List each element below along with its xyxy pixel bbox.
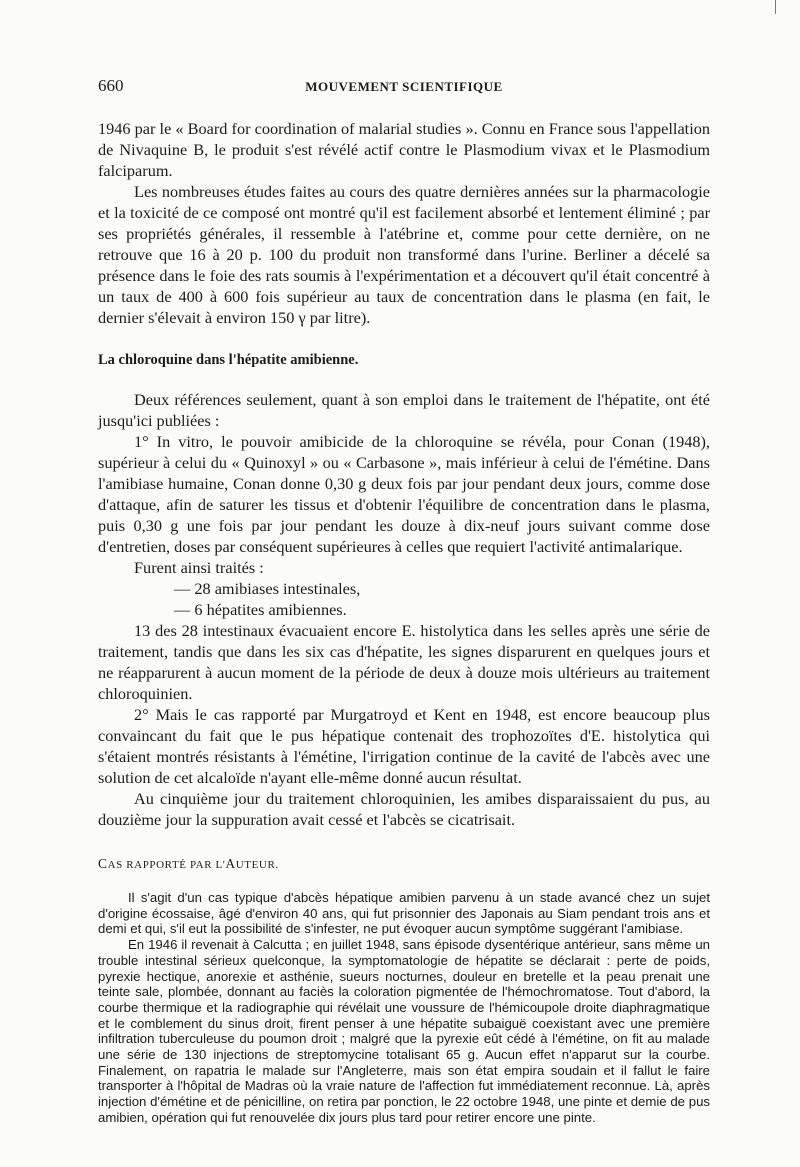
paragraph: Au cinquième jour du traitement chloroquinien, les amibes disparaissaient du pus, au douzième jour la suppuration avait cessé et l'abcès se cicatrisait. <box>98 789 710 829</box>
case-title-text: AS RAPPORTÉ PAR L' <box>107 859 226 871</box>
document-page <box>98 76 710 1126</box>
page-header <box>98 76 710 98</box>
paragraph: Furent ainsi traités : <box>134 558 264 577</box>
paragraph: Deux références seulement, quant à son emploi dans le traitement de l'hépatite, ont été jusqu'ici publiées : <box>98 390 710 430</box>
case-section-title <box>98 856 710 872</box>
running-head: MOUVEMENT SCIENTIFIQUE <box>305 79 503 94</box>
paragraph: 1946 par le « Board for coordination of malarial studies ». Connu en France sous l'appellation de Nivaquine B, le produit s'est révélé actif contre le Plasmodium vivax et le Plasmodium falciparum. <box>98 119 710 180</box>
case-title-initial: A <box>225 856 236 871</box>
paragraph: Les nombreuses études faites au cours des quatre dernières années sur la pharmacologie et la toxicité de ce composé ont montré qu'il est facilement absorbé et lentement éliminé ; par ses propriétés générales, il ressemble à l'atébrine et, comme pour cette dernière, on ne retrouve que 16 à 20 p. 100 du produit non transformé dans l'urine. Berliner a décelé sa présence dans le foie des rats soumis à l'expérimentation et a découvert qu'il était concentré à un taux de 400 à 600 fois supérieur au taux de concentration dans le plasma (en fait, le dernier s'élevait à environ 150 γ par litre). <box>98 182 710 327</box>
list-item: — 6 hépatites amibiennes. <box>174 600 347 619</box>
case-paragraph: Il s'agit d'un cas typique d'abcès hépatique amibien parvenu à un stade avancé chez un sujet d'origine écossaise, âgé d'environ 40 ans, qui fut prisonnier des Japonais au Siam pendant trois ans et demi et qui, s'il eut la possibilité de s'infester, ne put évoquer aucun symptôme suggérant l'amibiase. <box>98 890 710 937</box>
paragraph: 13 des 28 intestinaux évacuaient encore E. histolytica dans les selles après une série de traitement, tandis que dans les six cas d'hépatite, les signes disparurent en quelques jours et ne réapparurent à aucun moment de la période de deux à douze mois ultérieurs au traitement chloroquinien. <box>98 621 710 703</box>
paragraph: 1° In vitro, le pouvoir amibicide de la chloroquine se révéla, pour Conan (1948), supérieur à celui du « Quinoxyl » ou « Carbasone », mais inférieur à celui de l'émétine. Dans l'amibiase humaine, Conan donne 0,30 g deux fois par jour pendant deux jours, comme dose d'attaque, afin de saturer les tissus et d'obtenir l'équilibre de concentration dans le plasma, puis 0,30 g une fois par jour pendant les douze à dix-neuf jours suivant comme dose d'entretien, doses par conséquent supérieures à celles que requiert l'activité antimalarique. <box>98 432 710 556</box>
page-number: 660 <box>98 76 124 95</box>
paragraph: 2° Mais le cas rapporté par Murgatroyd et Kent en 1948, est encore beaucoup plus convaincant du fait que le pus hépatique contenait des trophozoïtes d'E. histolytica qui s'étaient montrés résistants à l'émétine, l'irrigation continue de la cavité de l'abcès avec une solution de cet alcaloïde n'ayant elle-même donné aucun résultat. <box>98 705 710 787</box>
body-text <box>98 118 710 830</box>
case-report-text <box>98 890 710 1126</box>
list-item: — 28 amibiases intestinales, <box>174 579 361 598</box>
case-title-text: UTEUR. <box>235 859 279 871</box>
page-edge-mark <box>775 0 776 14</box>
case-title-initial: C <box>98 856 108 871</box>
case-paragraph: En 1946 il revenait à Calcutta ; en juillet 1948, sans épisode dysentérique antérieur, sans même un trouble intestinal sérieux quelconque, la symptomatologie de hépatite se déclarait : perte de poids, pyrexie hectique, anorexie et asthénie, sueurs nocturnes, douleur en bretelle et la peau prenait une teinte sale, plombée, donnant au faciès la coloration pigmentée de l'hémochromatose. Tout d'abord, la courbe thermique et la radiographie qui révélait une voussure de l'hémicoupole droite diaphragmatique et le comblement du sinus droit, firent penser à une hépatite subaiguë coexistant avec une première infiltration tuberculeuse du poumon droit ; malgré que la pyrexie eût cédé à l'émétine, on fit au malade une série de 130 injections de streptomycine totalisant 65 g. Aucun effet n'apparut sur la courbe. Finalement, on rapatria le malade sur l'Angleterre, mais son état empira soudain et il fallut le faire transporter à l'hôpital de Madras où la vraie nature de l'affection fut immédiatement reconnue. Là, après injection d'émétine et de pénicilline, on retira par ponction, le 22 octobre 1948, une pinte et demie de pus amibien, opération qui fut renouvelée dix jours plus tard pour retirer encore une pinte. <box>98 937 710 1125</box>
section-title: La chloroquine dans l'hépatite amibienne. <box>98 352 359 368</box>
